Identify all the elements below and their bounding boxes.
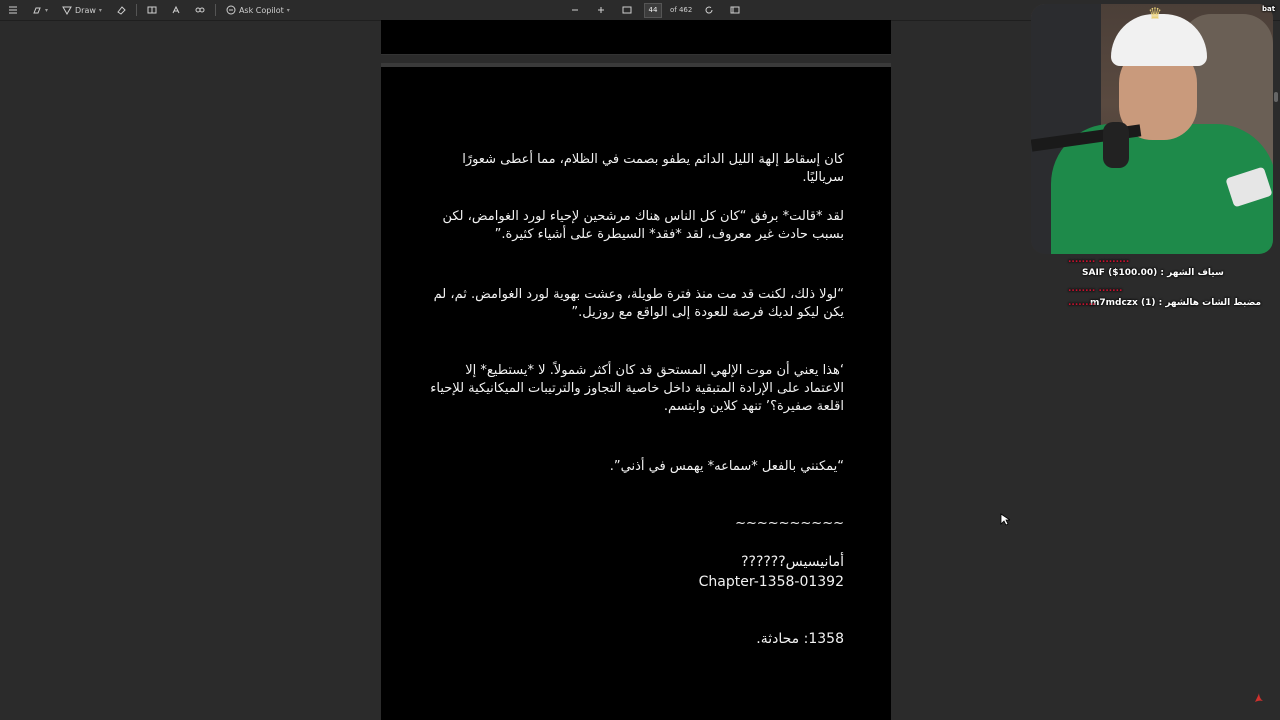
chapter-id: Chapter-1358-01392	[698, 574, 844, 590]
page-number-input[interactable]: 44	[644, 3, 662, 18]
fit-page-icon[interactable]	[618, 2, 636, 18]
crown-icon: ♛	[1147, 4, 1163, 23]
eraser-icon[interactable]	[112, 2, 130, 18]
overlay-red-text: ........ .........	[1068, 255, 1130, 265]
translate-icon[interactable]	[191, 2, 209, 18]
overlay-red-text: ........ .......	[1068, 284, 1123, 294]
overlay-chat-leader: m7mdczx (1) : مضبط الشات هالشهر	[1090, 298, 1262, 308]
previous-page	[381, 20, 891, 55]
chevron-down-icon: ▾	[45, 6, 49, 14]
highlight-button[interactable]	[28, 2, 52, 18]
chapter-heading: أمانيسيس??????	[741, 554, 844, 570]
paragraph: لقد *قالت* برفق “كان كل الناس هناك مرشحين لإحياء لورد الغوامض، لكن بسبب حادث غير معروف، لقد *فقد* السيطرة على أشياء كثيرة.”	[442, 209, 844, 242]
draw-label: Draw	[75, 5, 96, 15]
toolbar-divider	[215, 4, 216, 16]
webcam-feed	[1031, 4, 1276, 254]
toolbar-page-controls	[566, 0, 744, 20]
paragraph-separator: ~~~~~~~~~~	[735, 516, 844, 531]
chevron-down-icon: ▾	[286, 6, 290, 14]
mouse-cursor-icon	[1000, 513, 1010, 527]
page-view-icon[interactable]	[726, 2, 744, 18]
paragraph: كان إسقاط إلهة الليل الدائم يطفو بصمت في الظلام، مما أعطى شعورًا سرياليًا.	[462, 152, 844, 185]
overlay-red-text: ........	[1068, 298, 1096, 308]
document-page	[381, 63, 891, 720]
paragraph: “يمكنني بالفعل *سماعه* يهمس في أذني”.	[609, 459, 844, 474]
toolbar-left-group	[4, 0, 294, 20]
chevron-down-icon: ▾	[98, 6, 102, 14]
toolbar-divider	[136, 4, 137, 16]
draw-button[interactable]	[58, 2, 106, 18]
overlay-corner-text: bat	[1262, 5, 1276, 13]
overlay-top-supporter: SAIF ($100.00) : سياف الشهر	[1082, 268, 1224, 278]
zoom-out-icon[interactable]	[566, 2, 584, 18]
view-icon[interactable]	[143, 2, 161, 18]
rotate-icon[interactable]	[700, 2, 718, 18]
list-icon[interactable]	[4, 2, 22, 18]
paragraph: ‘هذا يعني أن موت الإلهي المستحق قد كان أكثر شمولاً. لا *يستطيع* إلا الاعتماد على الإرادة المتبقية داخل خاصية التجاوز والترتيبات الميكانيكية للإحياء اقلعة صفيرة؟’ تنهد كلاين وابتسم.	[430, 363, 844, 414]
scrollbar-thumb[interactable]	[1274, 92, 1278, 102]
chapter-title: 1358: محادثة.	[756, 631, 844, 647]
ask-copilot-label: Ask Copilot	[238, 5, 284, 15]
microphone-icon	[1103, 122, 1129, 168]
zoom-in-icon[interactable]	[592, 2, 610, 18]
read-aloud-icon[interactable]	[167, 2, 185, 18]
page-total: of 462	[670, 6, 693, 14]
pdf-app-icon[interactable]	[1254, 692, 1264, 704]
ask-copilot-button[interactable]	[222, 2, 294, 18]
paragraph: “لولا ذلك، لكنت قد مت منذ فترة طويلة، وعشت بهوية لورد الغوامض. ثم، لم يكن ليكو لديك فرصة للعودة إلى الواقع مع روزيل.”	[433, 287, 844, 320]
